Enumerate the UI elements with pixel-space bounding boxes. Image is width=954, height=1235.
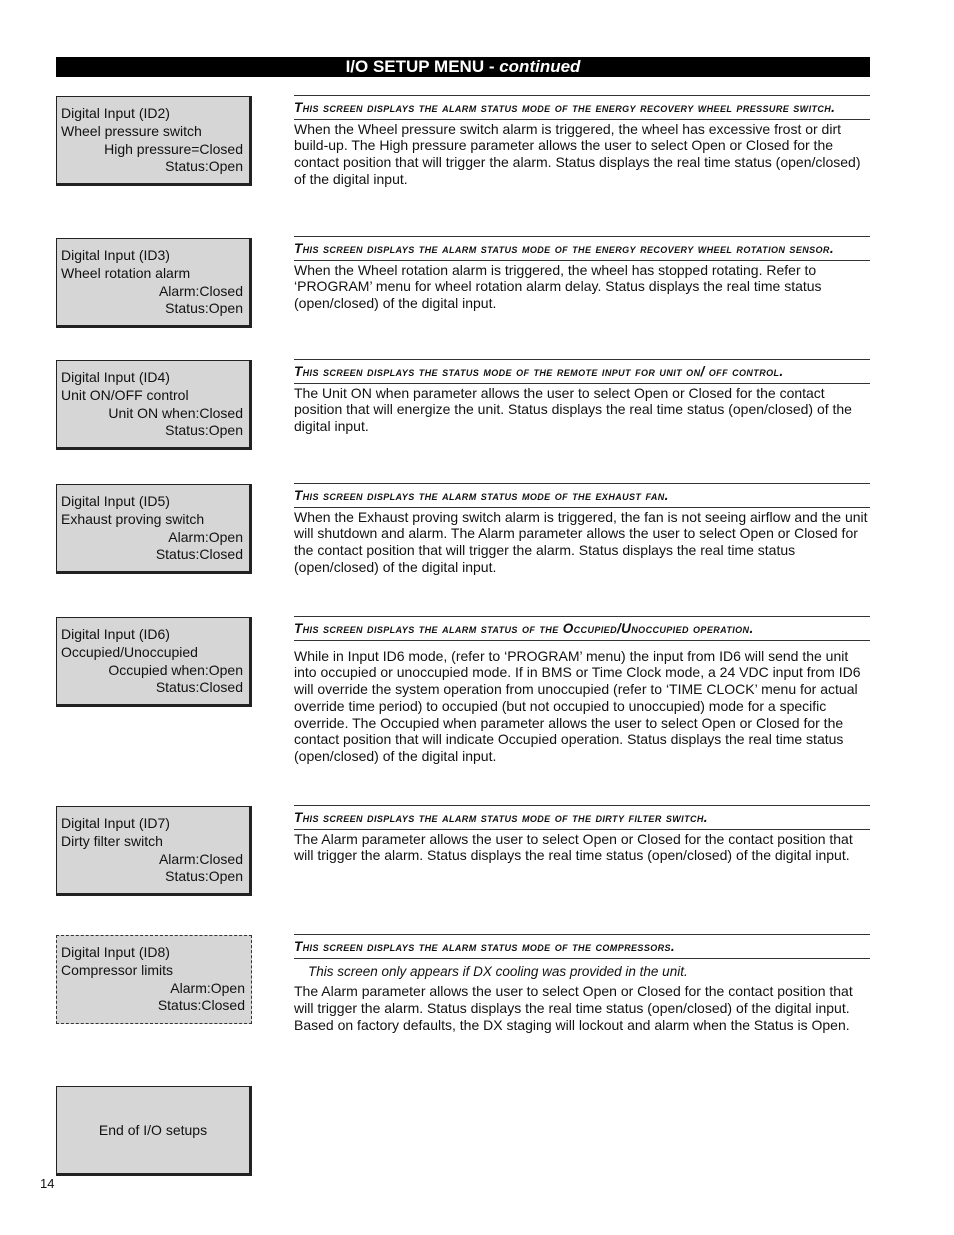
lcd-screen-id8 (56, 935, 252, 1024)
lcd-line: Exhaust proving switch (61, 510, 205, 527)
description-id5 (294, 483, 870, 576)
lcd-line: Occupied when:Open (108, 661, 243, 678)
lcd-screen-id2 (56, 96, 252, 186)
lcd-line: Digital Input (ID7) (61, 815, 170, 831)
lcd-line: Status:Open (165, 300, 243, 317)
lcd-line: Status:Open (165, 868, 243, 885)
lcd-line: Alarm:Closed (158, 850, 243, 867)
lcd-line: Digital Input (ID3) (61, 247, 170, 263)
description-heading: This screen displays the alarm status mode of the dirty filter switch. (294, 805, 870, 830)
page-number: 14 (40, 1176, 55, 1191)
lcd-line: High pressure=Closed (104, 140, 243, 157)
description-heading: This screen displays the alarm status mode of the energy recovery wheel rotation sensor. (294, 236, 870, 261)
end-screen-text: End of I/O setups (98, 1122, 208, 1138)
description-body: The Alarm parameter allows the user to select Open or Closed for the contact position that will trigger the alarm. Status displays the real time status (open/closed) of the digital input. (294, 830, 853, 864)
lcd-screen-id3 (56, 238, 252, 328)
lcd-line: Wheel rotation alarm (61, 264, 191, 281)
description-id3 (294, 236, 870, 312)
lcd-screen-id6 (56, 617, 252, 707)
lcd-line: Digital Input (ID6) (61, 626, 170, 642)
lcd-line: Status:Closed (155, 546, 243, 563)
lcd-line: Alarm:Open (170, 979, 245, 996)
lcd-line: Dirty filter switch (61, 832, 163, 849)
description-body: When the Exhaust proving switch alarm is triggered, the fan is not seeing airflow and the unit will shutdown and alarm. The Alarm parameter allows the user to select Open or Closed for the contact position that will trigger the alarm. Status displays the real time status (open/closed) of the digital input. (294, 508, 868, 575)
description-id4 (294, 359, 870, 435)
lcd-line: Compressor limits (61, 961, 174, 978)
description-id7 (294, 805, 870, 864)
lcd-line: Digital Input (ID2) (61, 105, 170, 121)
lcd-screen-id5 (56, 484, 252, 574)
lcd-line: Alarm:Closed (158, 282, 243, 299)
description-heading: This screen displays the status mode of the remote input for unit on/ off control. (294, 359, 870, 384)
description-body: The Unit ON when parameter allows the user to select Open or Closed for the contact position that will energize the unit. Status displays the real time status (open/closed) of the digital input. (294, 384, 852, 435)
description-id6 (294, 616, 870, 765)
lcd-line: Status:Closed (155, 679, 243, 696)
lcd-screen-id7 (56, 806, 252, 896)
lcd-line: Digital Input (ID4) (61, 369, 170, 385)
lcd-line: Unit ON/OFF control (61, 386, 189, 403)
lcd-line: Status:Open (165, 158, 243, 175)
description-id8 (294, 934, 870, 1034)
description-heading: This screen displays the alarm status mode of the exhaust fan. (294, 483, 870, 508)
description-body: While in Input ID6 mode, (refer to ‘PROGRAM’ menu) the input from ID6 will send the unit into occupied or unoccupied mode. If in BMS or Time Clock mode, a 24 VDC input from ID6 will override the system operation from unoccupied (refer to ‘TIME CLOCK’ menu for actual override time period) to occupied (but not occupied to unoccupied) mode for a specific override. The Occupied when parameter allows the user to select Open or Closed for the contact position that will indicate Occupied operation. Status displays the real time status (open/closed) of the digital input. (294, 647, 861, 765)
lcd-line: Alarm:Open (168, 528, 243, 545)
description-heading: This screen displays the alarm status mode of the energy recovery wheel pressure switch. (294, 95, 870, 120)
lcd-line: Status:Closed (157, 997, 245, 1014)
lcd-line: Digital Input (ID5) (61, 493, 170, 509)
lcd-line: Digital Input (ID8) (61, 944, 170, 960)
description-note: This screen only appears if DX cooling was provided in the unit. (308, 963, 688, 979)
description-heading: This screen displays the alarm status of the Occupied/Unoccupied operation. (294, 616, 870, 641)
description-body: When the Wheel rotation alarm is triggered, the wheel has stopped rotating. Refer to ‘PROGRAM’ menu for wheel rotation alarm delay. Status displays the real time status (open/closed) of the digital input. (294, 261, 822, 312)
lcd-screen-id4 (56, 360, 252, 450)
header-title: I/O SETUP MENU - (345, 57, 500, 76)
section-header (56, 57, 870, 77)
description-body: The Alarm parameter allows the user to select Open or Closed for the contact position that will trigger the alarm. Status displays the real time status (open/closed) of the digital input. Based on factory defaults, the DX staging will lockout and alarm when the Status is Open. (294, 983, 853, 1033)
description-body: When the Wheel pressure switch alarm is triggered, the wheel has excessive frost or dirt build-up. The High pressure parameter allows the user to select Open or Closed for the contact position that will trigger the alarm. Status displays the real time status (open/closed) of the digital input. (294, 120, 861, 187)
header-title-emphasis: continued (499, 57, 581, 76)
description-id2 (294, 95, 870, 188)
lcd-screen-end (56, 1086, 252, 1176)
lcd-line: Unit ON when:Closed (108, 404, 243, 421)
lcd-line: Status:Open (165, 422, 243, 439)
description-heading: This screen displays the alarm status mode of the compressors. (294, 934, 870, 959)
lcd-line: Wheel pressure switch (61, 122, 202, 139)
lcd-line: Occupied/Unoccupied (61, 643, 198, 660)
